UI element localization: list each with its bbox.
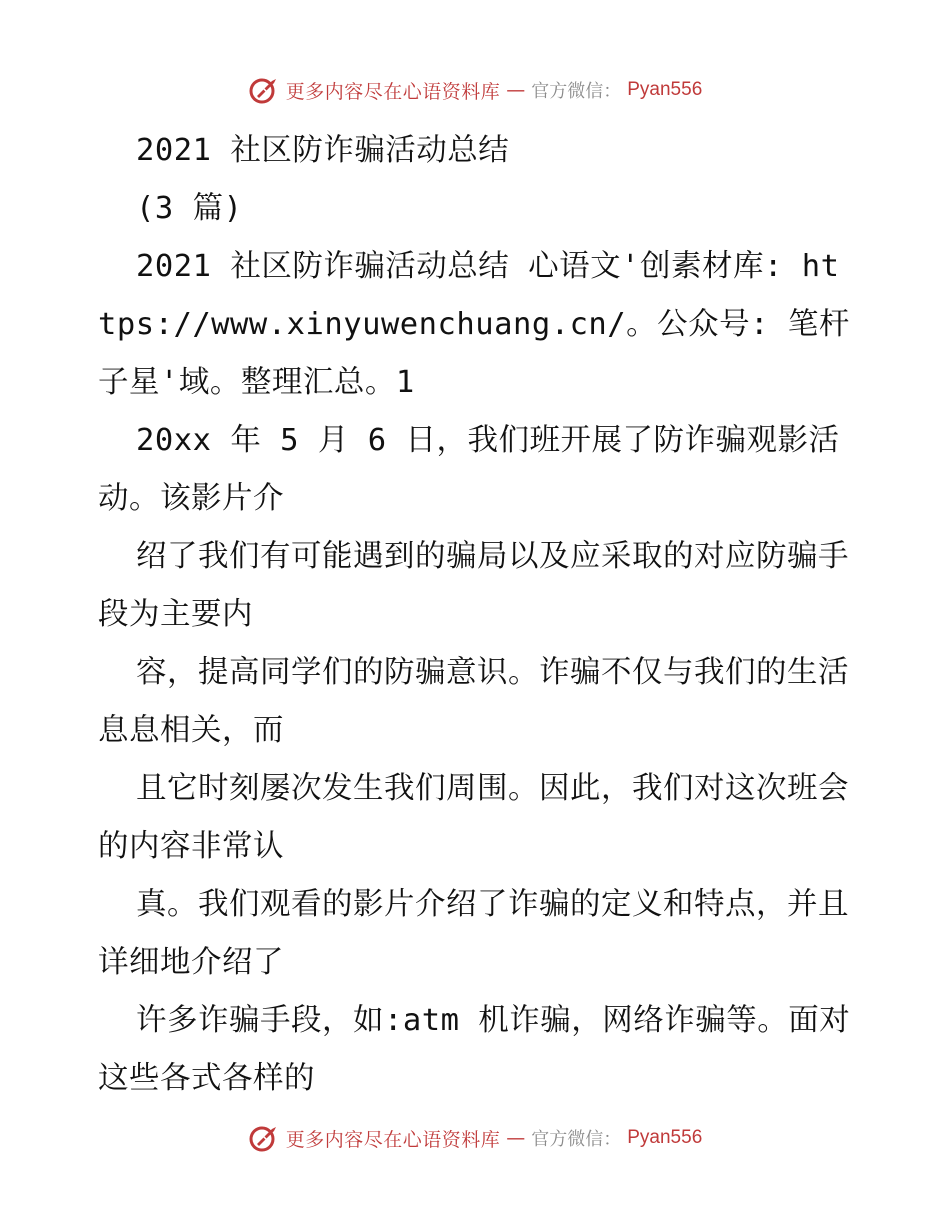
document-title: 2021 社区防诈骗活动总结	[136, 133, 510, 168]
footer-wechat-label: 官方微信：	[531, 1129, 622, 1150]
pen-logo-icon	[248, 1122, 280, 1154]
paragraph: 容，提高同学们的防骗意识。诈骗不仅与我们的生活息息相关，而	[98, 655, 849, 748]
header-banner	[0, 68, 950, 112]
paragraph: 20xx 年 5 月 6 日，我们班开展了防诈骗观影活动。该影片介	[98, 423, 840, 516]
pen-logo-icon	[248, 74, 280, 106]
header-dash: —	[506, 79, 526, 101]
footer-wechat-handle: Pyan556	[627, 1127, 703, 1148]
paragraph: 且它时刻屡次发生我们周围。因此，我们对这次班会的内容非常认	[98, 771, 849, 864]
paragraph: 绍了我们有可能遇到的骗局以及应采取的对应防骗手段为主要内	[98, 539, 849, 632]
paragraph: 许多诈骗手段，如:atm 机诈骗，网络诈骗等。面对这些各式各样的	[98, 1003, 851, 1096]
document-body	[98, 122, 858, 1108]
paragraph: 2021 社区防诈骗活动总结 心语文'创素材库: https://www.xinyuwenchuang.cn/。公众号: 笔杆子星'域。整理汇总。1	[98, 249, 850, 400]
header-wechat-handle: Pyan556	[627, 79, 703, 100]
paragraph: 真。我们观看的影片介绍了诈骗的定义和特点，并且详细地介绍了	[98, 887, 849, 980]
footer-site-name: 更多内容尽在心语资料库	[285, 1128, 501, 1151]
header-site-name: 更多内容尽在心语资料库	[285, 80, 501, 103]
document-subtitle: (3 篇)	[136, 191, 243, 226]
header-wechat-label: 官方微信：	[531, 81, 622, 102]
footer-dash: —	[506, 1127, 526, 1149]
footer-banner	[0, 1116, 950, 1160]
